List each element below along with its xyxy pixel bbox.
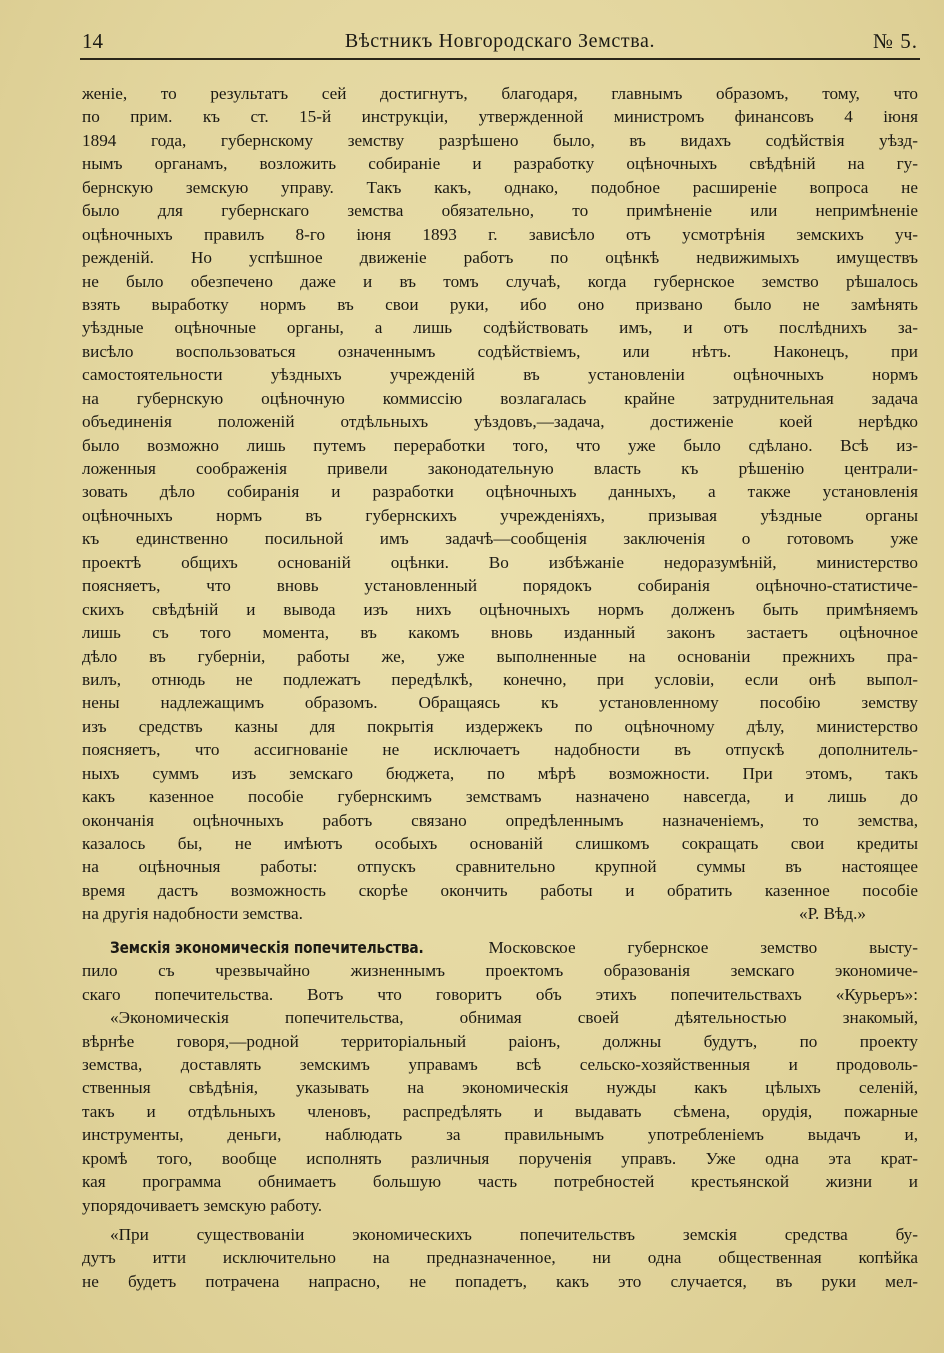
text-line: проектѣ общихъ основаній оцѣнки. Во избѣжаніе недоразумѣній, министерство [82,552,918,572]
text-line: поясняетъ, что ассигнованіе не исключаетъ надобности въ отпускѣ дополнитель- [82,740,918,760]
text-line: время дастъ возможность скорѣе окончить работы и обратить казенное пособіе [82,880,918,900]
text-line: земства, доставлять земскимъ управамъ всѣ сельско-хозяйственныя и продоволь- [82,1054,918,1074]
text-line: ложенныя соображенія привели законодательную власть къ рѣшенію централи- [82,459,918,478]
text-line: инструменты, деньги, наблюдать за правильнымъ употребленіемъ выдачъ и, [82,1125,918,1145]
text-line: оцѣночныхъ правилъ 8-го іюня 1893 г. зависѣло отъ усмотрѣнія земскихъ уч- [82,224,918,244]
page-number: 14 [82,29,103,53]
text-line: ственныя свѣдѣнія, указывать на экономическія нужды какъ цѣлыхъ селеній, [82,1078,918,1098]
text-line: оцѣночныхъ нормъ въ губернскихъ учрежденіяхъ, призывая уѣздные органы [82,505,918,525]
text-line: не было обезпечено даже и въ томъ случаѣ, когда губернское земство рѣшалось [82,271,918,291]
text-line: объединенія положеній отдѣльныхъ уѣздовъ,—задача, достиженіе коей нерѣдко [82,412,918,432]
text-line: къ единственно посильной имъ задачѣ—сообщенія заключенія о готовомъ уже [82,529,918,549]
text-line: режденій. Но успѣшное движеніе работъ по оцѣнкѣ недвижимыхъ имуществъ [82,248,918,268]
closing-text: на другія надобности земства. [82,904,303,924]
text-line: взять выработку нормъ въ свои руки, ибо оно призвано было не замѣнять [82,294,918,314]
text-line: было возможно лишь путемъ переработки того, что уже было сдѣлано. Всѣ из- [82,435,918,455]
text-line: такъ и отдѣльныхъ членовъ, распредѣлять и выдавать сѣмена, орудія, пожарные [82,1101,918,1121]
journal-title: Вѣстникъ Новгородскаго Земства. [344,30,656,52]
section-first-line-text: Московское губернское земство высту- [488,937,918,957]
paragraph-oценочные [82,82,918,902]
text-line: изъ средствъ казны для покрытія издержекъ по оцѣночному дѣлу, министерство [82,716,918,736]
text-line: дѣло въ губерніи, работы же, уже выполненные на основаніи прежнихъ пра- [82,646,918,666]
text-line: не будетъ потрачена напрасно, не попадетъ, какъ это случается, въ руки мел- [82,1271,918,1291]
text-line: на губернскую оцѣночную коммиссію возлагалась крайне затруднительная задача [82,388,918,408]
text-line: женіе, то результатъ сей достигнутъ, благодаря, главнымъ образомъ, тому, что [82,84,918,103]
issue-number: № 5. [872,29,918,53]
section-heading: Земскія экономическія попечительства. [110,937,424,957]
text-line: нымъ органамъ, возложить собираніе и разработку оцѣночныхъ свѣдѣній на гу- [82,154,918,174]
page-header [82,24,918,58]
text-line: дутъ итти исключительно на предназначенное, ни одна общественная копѣйка [82,1248,918,1268]
text-line: на оцѣночныя работы: отпускъ сравнительно крупной суммы въ настоящее [82,857,918,877]
text-line: лишь съ того момента, въ какомъ вновь изданный законъ застаетъ оцѣночное [82,623,918,643]
text-line: «Экономическія попечительства, обнимая своей дѣятельностью знакомый, [110,1008,918,1028]
text-line: вѣрнѣе говоря,—родной территоріальный раіонъ, должны будутъ, по проекту [82,1031,918,1051]
text-line: пило съ чрезвычайно жизненнымъ проектомъ образованія земскаго экономиче- [82,961,918,981]
text-line: по прим. къ ст. 15-й инструкціи, утвержденной министромъ финансовъ 4 іюня [82,107,918,127]
header-rule [80,58,920,60]
text-line: висѣло воспользоваться означеннымъ содѣйствіемъ, или нѣтъ. Наконецъ, при [82,341,918,361]
text-line: кая программа обнимаетъ большую часть потребностей крестьянской жизни и [82,1172,918,1192]
text-line: самостоятельности уѣздныхъ учрежденій въ установленіи оцѣночныхъ нормъ [82,365,918,385]
text-line: казалось бы, не имѣютъ особыхъ основаній слишкомъ сокращать свои кредиты [82,834,918,853]
text-line: «При существованіи экономическихъ попечительствъ земскія средства бу- [110,1225,918,1244]
text-line: ныхъ суммъ изъ земскаго бюджета, по мѣрѣ возможности. При этомъ, такъ [82,763,918,783]
quote-paragraph-1 [82,1006,918,1217]
text-line: уѣздные оцѣночные органы, а лишь содѣйствовать имъ, и отъ послѣднихъ за- [82,318,918,338]
text-line: вилъ, отнюдь не подлежатъ передѣлкѣ, конечно, при условіи, если онѣ выпол- [82,669,918,689]
text-line: зовать дѣло собиранія и разработки оцѣночныхъ данныхъ, а также установленія [82,482,918,502]
text-line: бернскую земскую управу. Такъ какъ, однако, подобное расширеніе вопроса не [82,177,918,197]
text-line: окончанія оцѣночныхъ работъ связано опредѣленнымъ назначеніемъ, то земства, [82,810,918,830]
text-line: упорядочиваетъ земскую работу. [82,1195,323,1215]
paragraph-closing-line [82,902,918,925]
source-citation: «Р. Вѣд.» [798,904,866,924]
text-line: скаго попечительства. Вотъ что говоритъ объ этихъ попечительствахъ «Курьеръ»: [82,984,918,1004]
text-line: 1894 года, губернскому земству разрѣшено было, въ видахъ содѣйствія уѣзд- [82,130,918,150]
text-line: кромѣ того, вообще исполнять различныя порученія управъ. Уже одна эта крат- [82,1148,918,1168]
text-line: было для губернскаго земства обязательно, то примѣненіе или непримѣненіе [82,201,918,221]
text-line: скихъ свѣдѣній и вывода изъ нихъ оцѣночныхъ нормъ долженъ быть примѣняемъ [82,599,918,619]
text-line: нены надлежащимъ образомъ. Обращаясь къ установленному пособію земству [82,693,918,713]
quote-paragraph-2 [82,1223,918,1293]
section-first-line [82,936,918,959]
text-line: какъ казенное пособіе губернскимъ земствамъ назначено навсегда, и лишь до [82,787,918,807]
text-line: поясняетъ, что вновь установленный порядокъ собиранія оцѣночно-статистиче- [82,576,918,596]
section-intro [82,959,918,1006]
article-body [82,82,918,1293]
